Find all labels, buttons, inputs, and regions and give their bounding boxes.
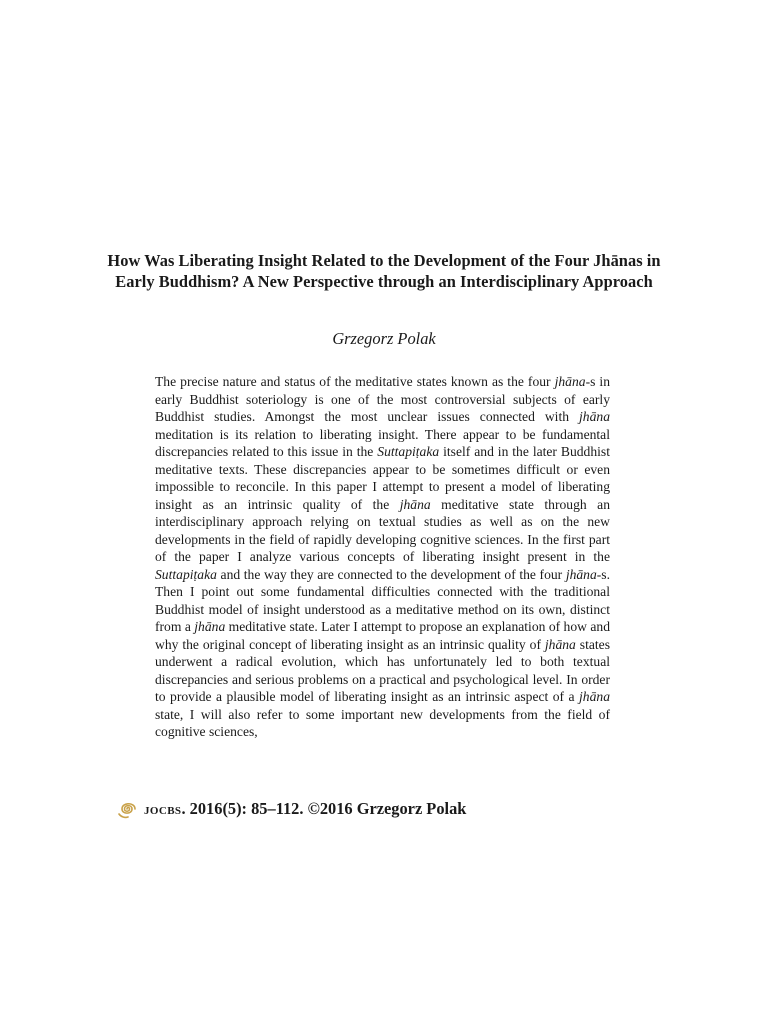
abstract-text-run: and the way they are connected to the development of the four (216, 566, 566, 582)
abstract-text-run: The precise nature and status of the meditative states known as the four (155, 374, 555, 389)
journal-footer (115, 797, 466, 821)
abstract-text-run: meditation is its relation to liberating insight. There appear to be fundamental discrepancies related to this issue in the (155, 426, 610, 459)
abstract-italic-term: Suttapiṭaka (377, 444, 440, 459)
article-title: How Was Liberating Insight Related to the Development of the Four Jhānas in Early Buddhism? A New Perspective through an Interdisciplinary Approach (107, 251, 661, 291)
abstract-italic-term: jhāna (565, 566, 597, 582)
article-author: Grzegorz Polak (332, 329, 436, 348)
abstract-italic-term: jhāna (544, 636, 576, 652)
abstract-italic-term: jhāna (579, 409, 610, 424)
abstract-italic-term: Suttapiṭaka (155, 566, 217, 582)
abstract-italic-term: jhāna (579, 689, 610, 704)
abstract-italic-term: jhāna (194, 619, 226, 634)
abstract-text-run: state, I will also refer to some important new developments from the field of cognitive sciences, (155, 706, 610, 739)
journal-name: jocbs (144, 799, 182, 818)
abstract-text-run: -s. Then I point out some fundamental difficulties connected with the traditional Buddhist model of insight understood as a meditative method on its own, distinct from a (155, 566, 610, 634)
abstract-italic-term: jhāna (399, 496, 431, 512)
spiral-logo-icon (115, 797, 139, 821)
abstract-text (155, 373, 610, 741)
abstract-text-run: meditative state. Later I attempt to propose an explanation of how and why the original concept of liberating insight as an intrinsic quality of (155, 619, 610, 652)
journal-citation (144, 799, 466, 819)
abstract-text-run: -s in early Buddhist soteriology is one of the most controversial subjects of early Buddhist studies. Amongst the most unclear issues connected with (155, 374, 610, 424)
abstract-text-run: meditative state through an interdisciplinary approach relying on textual studies as well as on the new developments in the field of rapidly developing cognitive sciences. In the first part of the paper I analyze various concepts of liberating insight present in the (155, 496, 610, 564)
citation-details: . 2016(5): 85–112. ©2016 Grzegorz Polak (181, 799, 467, 818)
abstract-text-run: states underwent a radical evolution, which has unfortunately led to both textual discrepancies and serious problems on a practical and psychological level. In order to provide a plausible model of liberating insight as an intrinsic aspect of a (155, 636, 610, 704)
abstract-italic-term: jhāna (554, 374, 586, 389)
abstract-text-run: itself and in the later Buddhist meditative texts. These discrepancies appear to be sometimes difficult or even impossible to reconcile. In this paper I attempt to present a model of liberating insight as an intrinsic quality of the (155, 444, 610, 512)
